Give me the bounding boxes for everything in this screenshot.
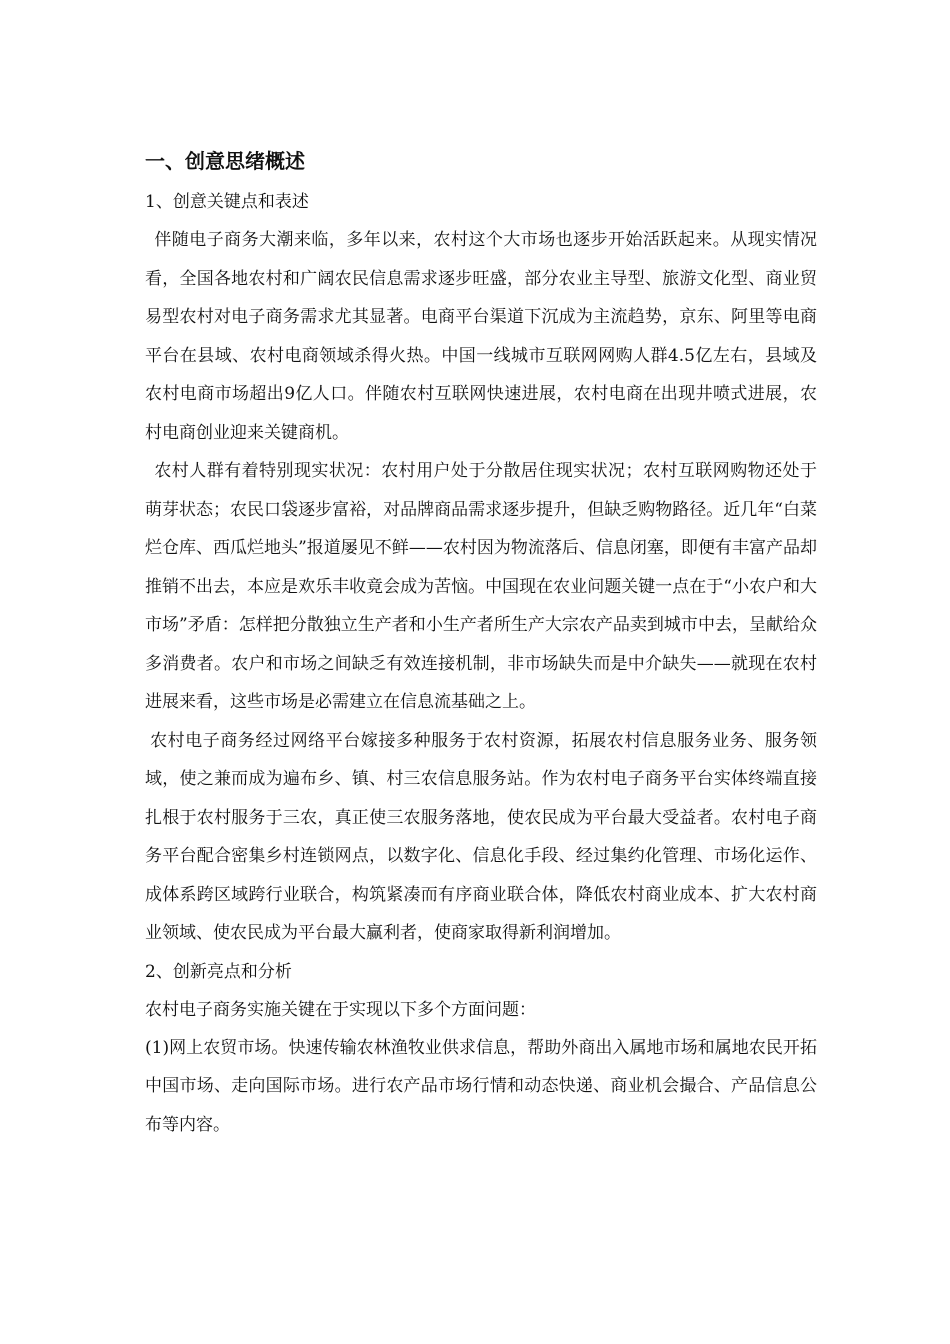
section-2-item-1: (1)网上农贸市场。快速传输农林渔牧业供求信息，帮助外商出入属地市场和属地农民开拓中国市场、走向国际市场。进行农产品市场行情和动态快递、商业机会撮合、产品信息公布等内容。 [145, 1037, 817, 1135]
document-heading: 一、创意思绪概述 [145, 149, 305, 173]
section-1-paragraph-2: 农村人群有着特别现实状况：农村用户处于分散居住现实状况；农村互联网购物还处于萌芽状态；农民口袋逐步富裕，对品牌商品需求逐步提升，但缺乏购物路径。近几年“白菜烂仓库、西瓜烂地头”报道屡见不鲜——农村因为物流落后、信息闭塞，即便有丰富产品却推销不出去，本应是欢乐丰收竟会成为苦恼。中国现在农业问题关键一点在于“小农户和大市场”矛盾：怎样把分散独立生产者和小生产者所生产大宗农产品卖到城市中去，呈献给众多消费者。农户和市场之间缺乏有效连接机制，非市场缺失而是中介缺失——就现在农村进展来看，这些市场是必需建立在信息流基础之上。 [145, 461, 817, 712]
section-1-paragraph-1: 伴随电子商务大潮来临，多年以来，农村这个大市场也逐步开始活跃起来。从现实情况看，全国各地农村和广阔农民信息需求逐步旺盛，部分农业主导型、旅游文化型、商业贸易型农村对电子商务需求尤其显著。电商平台渠道下沉成为主流趋势，京东、阿里等电商平台在县域、农村电商领域杀得火热。中国一线城市互联网网购人群4.5亿左右，县域及农村电商市场超出9亿人口。伴随农村互联网快速进展，农村电商在出现井喷式进展，农村电商创业迎来关键商机。 [145, 230, 817, 443]
section-2-title: 2、创新亮点和分析 [145, 961, 292, 982]
section-1-title: 1、创意关键点和表述 [145, 192, 309, 212]
document-page [145, 143, 817, 1144]
section-1-paragraph-3: 农村电子商务经过网络平台嫁接多种服务于农村资源，拓展农村信息服务业务、服务领域，使之兼而成为遍布乡、镇、村三农信息服务站。作为农村电子商务平台实体终端直接扎根于农村服务于三农，真正使三农服务落地，使农民成为平台最大受益者。农村电子商务平台配合密集乡村连锁网点，以数字化、信息化手段、经过集约化管理、市场化运作、成体系跨区域跨行业联合，构筑紧凑而有序商业联合体，降低农村商业成本、扩大农村商业领域、使农民成为平台最大赢利者，使商家取得新利润增加。 [145, 730, 817, 943]
section-2-intro: 农村电子商务实施关键在于实现以下多个方面问题： [145, 999, 536, 1020]
